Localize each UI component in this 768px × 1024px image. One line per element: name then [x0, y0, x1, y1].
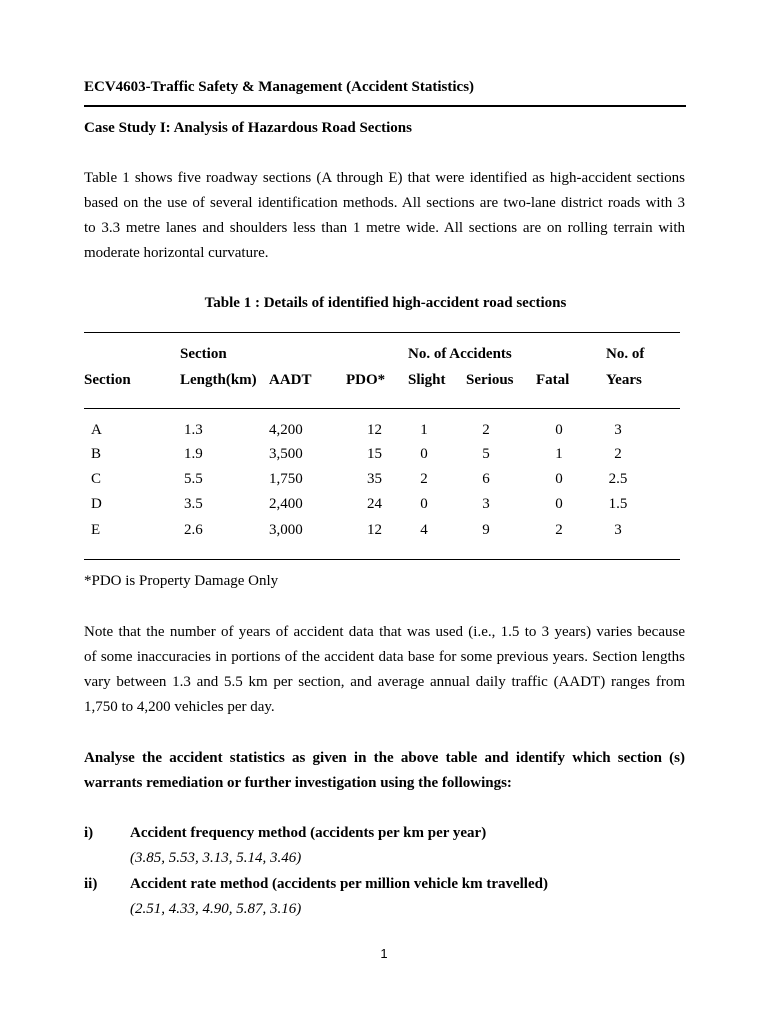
cell-fatal: 0 — [555, 496, 563, 512]
cell-length: 2.6 — [184, 522, 203, 538]
header-accidents-group: No. of Accidents — [408, 346, 512, 362]
cell-pdo: 12 — [367, 522, 382, 538]
note-line: Note that the number of years of accident data that was used (i.e., 1.5 to 3 years) varies because — [84, 624, 685, 640]
task-paragraph — [84, 746, 685, 796]
header-aadt: AADT — [269, 372, 312, 388]
cell-serious: 2 — [482, 422, 490, 438]
cell-years: 3 — [614, 522, 622, 538]
cell-aadt: 1,750 — [269, 471, 303, 487]
header-slight: Slight — [408, 372, 446, 388]
cell-slight: 1 — [420, 422, 428, 438]
method-numeral: ii) — [84, 876, 98, 892]
cell-serious: 5 — [482, 446, 490, 462]
method-title: Accident rate method (accidents per million vehicle km travelled) — [130, 876, 548, 892]
cell-slight: 4 — [420, 522, 428, 538]
cell-length: 5.5 — [184, 471, 203, 487]
method-answer: (2.51, 4.33, 4.90, 5.87, 3.16) — [130, 901, 302, 917]
cell-section: B — [91, 446, 102, 462]
header-divider — [84, 105, 686, 107]
cell-section: A — [91, 422, 102, 438]
header-fatal: Fatal — [536, 372, 570, 388]
cell-pdo: 15 — [367, 446, 382, 462]
task-line: Analyse the accident statistics as given in the above table and identify which section (s) — [84, 750, 685, 766]
cell-years: 1.5 — [608, 496, 628, 512]
cell-slight: 0 — [420, 496, 428, 512]
cell-length: 1.9 — [184, 446, 203, 462]
cell-serious: 9 — [482, 522, 490, 538]
table-bottom-rule — [84, 559, 680, 560]
cell-pdo: 24 — [367, 496, 382, 512]
intro-line: moderate horizontal curvature. — [84, 245, 269, 261]
cell-fatal: 0 — [555, 471, 563, 487]
header-length: Length(km) — [180, 372, 257, 388]
cell-years: 2.5 — [608, 471, 628, 487]
intro-line: to 3.3 metre lanes and shoulders less than 1 metre wide. All sections are on rolling terrain with — [84, 220, 685, 236]
cell-section: D — [91, 496, 102, 512]
note-paragraph — [84, 620, 685, 720]
note-line: of some inaccuracies in portions of the accident data base for some previous years. Section lengths — [84, 649, 685, 665]
note-line: 1,750 to 4,200 vehicles per day. — [84, 699, 275, 715]
table-title: Table 1 : Details of identified high-accident road sections — [204, 295, 567, 311]
cell-years: 3 — [614, 422, 622, 438]
cell-serious: 3 — [482, 496, 490, 512]
intro-paragraph — [84, 166, 685, 266]
cell-length: 1.3 — [184, 422, 203, 438]
page-number: 1 — [380, 946, 388, 961]
cell-section: E — [91, 522, 101, 538]
cell-fatal: 1 — [555, 446, 563, 462]
cell-pdo: 12 — [367, 422, 382, 438]
method-title: Accident frequency method (accidents per km per year) — [130, 825, 487, 841]
intro-line: based on the use of several identification methods. All sections are two-lane district roads with 3 — [84, 195, 685, 211]
cell-years: 2 — [614, 446, 622, 462]
header-years-top: No. of — [606, 346, 645, 362]
cell-slight: 2 — [420, 471, 428, 487]
cell-aadt: 4,200 — [269, 422, 303, 438]
cell-aadt: 3,000 — [269, 522, 303, 538]
header-section-length-top: Section — [180, 346, 227, 362]
document-header-title: ECV4603-Traffic Safety & Management (Accident Statistics) — [84, 79, 475, 95]
case-study-title: Case Study I: Analysis of Hazardous Road Sections — [84, 120, 412, 136]
cell-length: 3.5 — [184, 496, 203, 512]
cell-aadt: 3,500 — [269, 446, 303, 462]
note-line: vary between 1.3 and 5.5 km per section, and average annual daily traffic (AADT) ranges from — [84, 674, 685, 690]
cell-fatal: 2 — [555, 522, 563, 538]
cell-aadt: 2,400 — [269, 496, 303, 512]
method-numeral: i) — [84, 825, 94, 841]
cell-fatal: 0 — [555, 422, 563, 438]
header-serious: Serious — [466, 372, 514, 388]
header-pdo: PDO* — [346, 372, 386, 388]
cell-slight: 0 — [420, 446, 428, 462]
task-line: warrants remediation or further investigation using the followings: — [84, 775, 512, 791]
intro-line: Table 1 shows five roadway sections (A through E) that were identified as high-accident sections — [84, 170, 685, 186]
table-header-rule — [84, 408, 680, 409]
table-top-rule — [84, 332, 680, 333]
cell-pdo: 35 — [367, 471, 382, 487]
cell-section: C — [91, 471, 102, 487]
header-years: Years — [606, 372, 642, 388]
method-answer: (3.85, 5.53, 3.13, 5.14, 3.46) — [130, 850, 302, 866]
cell-serious: 6 — [482, 471, 490, 487]
table-footnote: *PDO is Property Damage Only — [84, 573, 279, 589]
header-section: Section — [84, 372, 131, 388]
